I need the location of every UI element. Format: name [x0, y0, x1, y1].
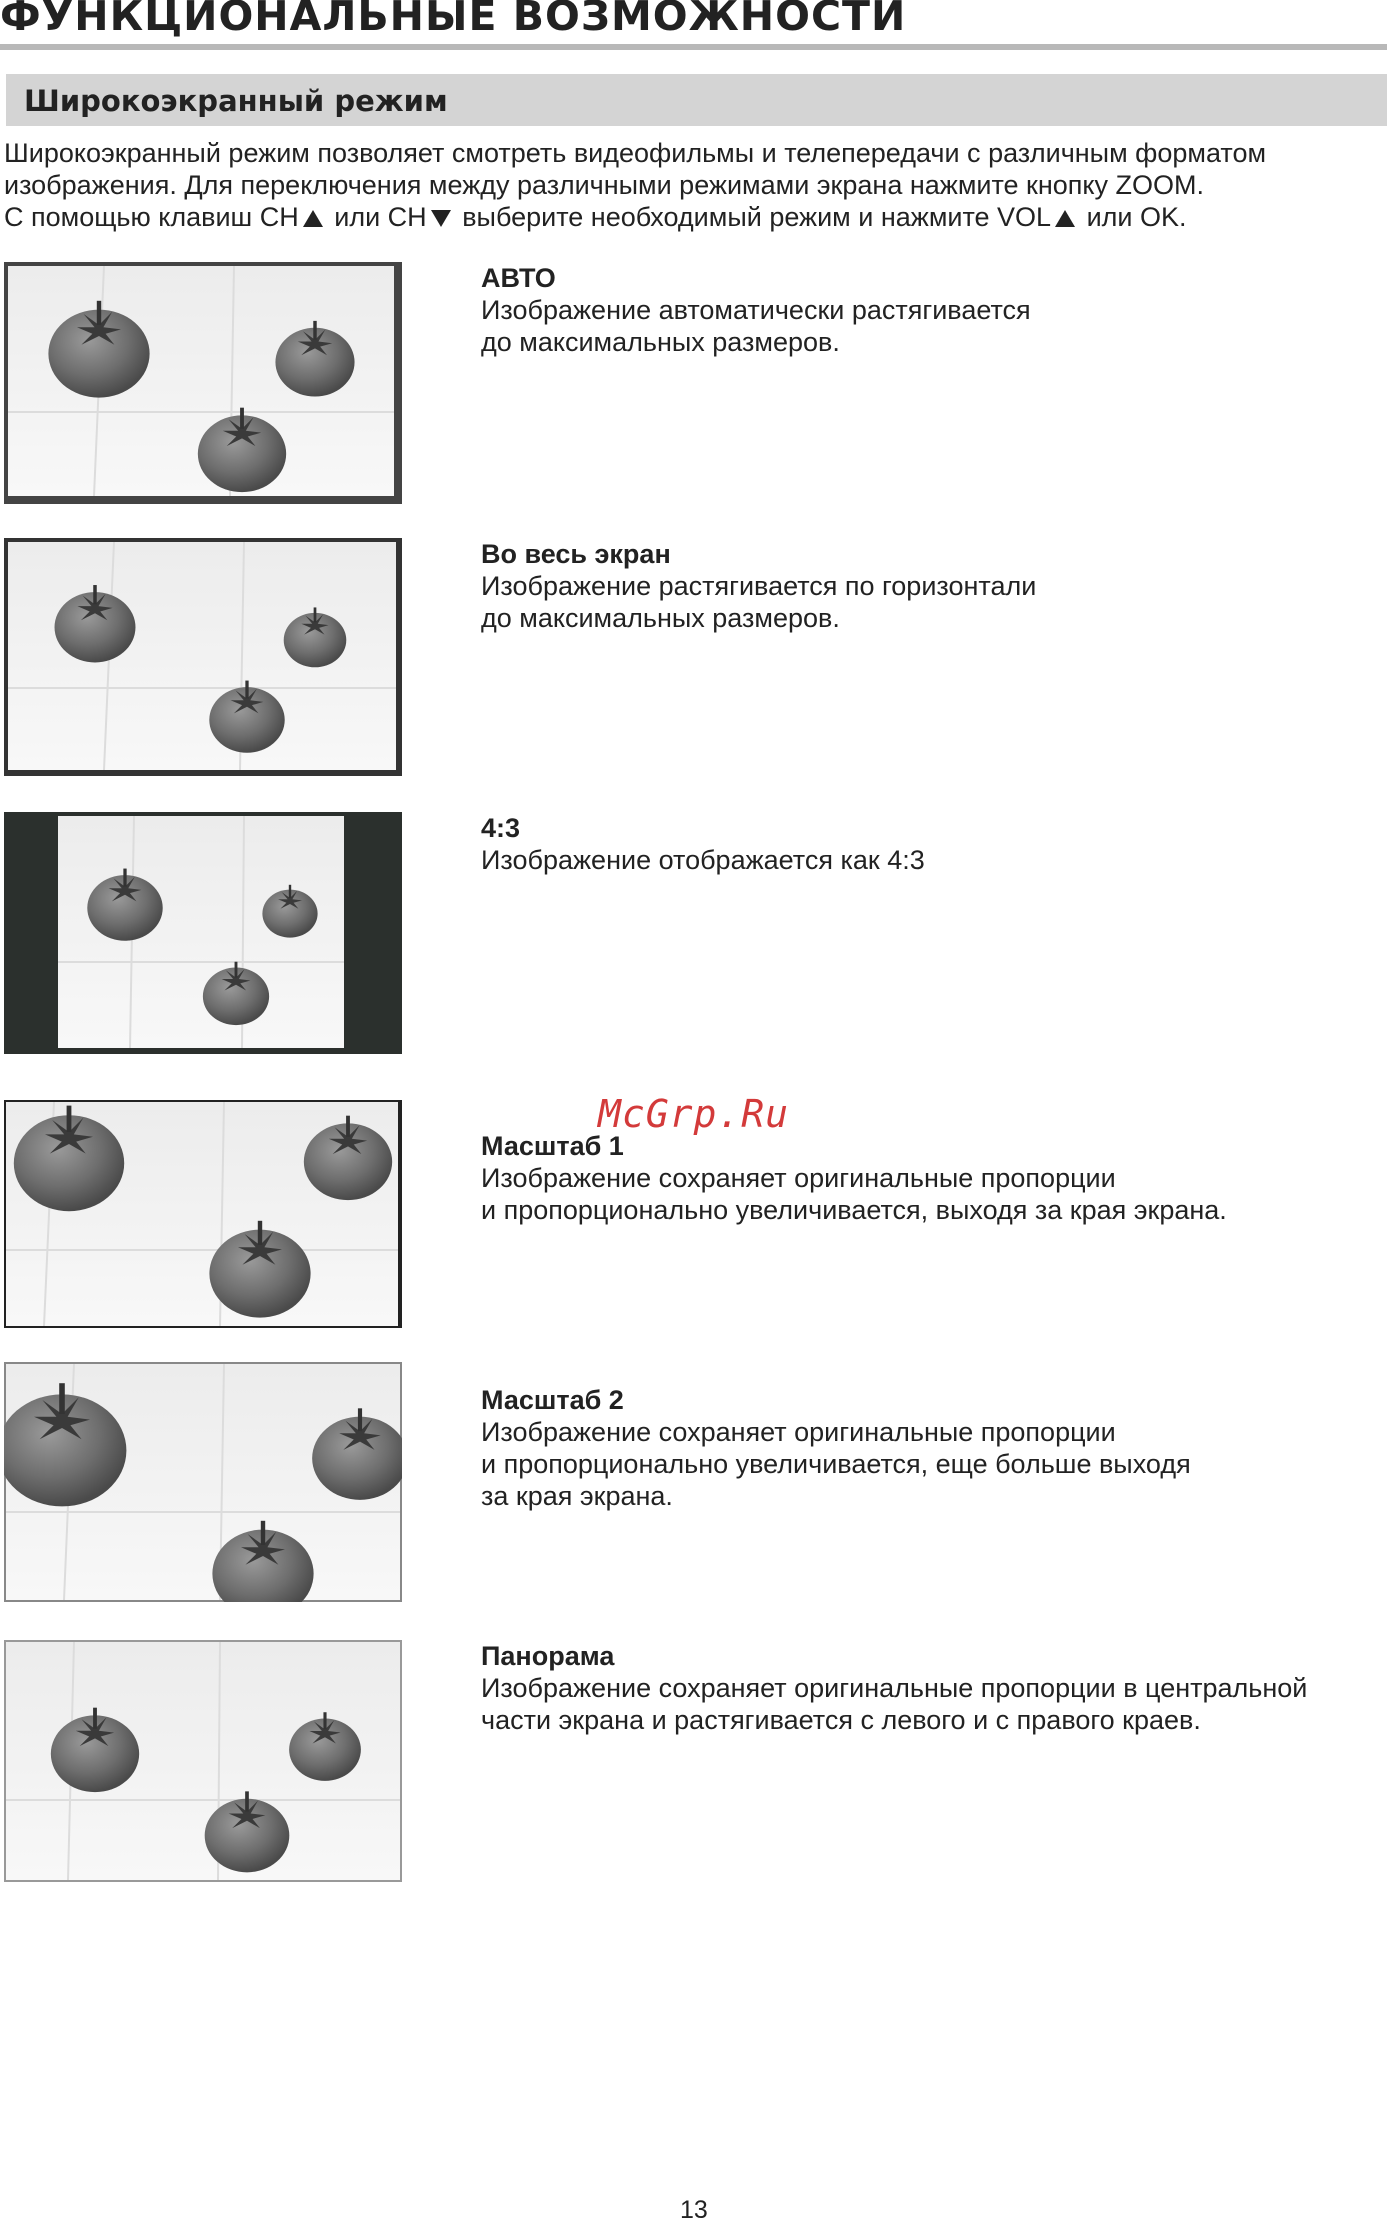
triangle-up-icon — [303, 210, 323, 227]
mode-text: Изображение отображается как 4:3 — [481, 845, 925, 875]
mode-text: и пропорционально увеличивается, выходя за края экрана. — [481, 1195, 1227, 1225]
mode-zoom1-description — [481, 1130, 1227, 1226]
mode-panorama-description — [481, 1640, 1307, 1736]
mode-name: Масштаб 2 — [481, 1385, 624, 1415]
mode-4-3-description — [481, 812, 925, 876]
mode-name: 4:3 — [481, 813, 521, 843]
intro-paragraph — [4, 137, 1374, 233]
mode-text: Изображение сохраняет оригинальные пропорции — [481, 1417, 1116, 1447]
mode-text: Изображение сохраняет оригинальные пропорции — [481, 1163, 1116, 1193]
mode-text: до максимальных размеров. — [481, 603, 840, 633]
mode-text: Изображение сохраняет оригинальные пропорции в центральной — [481, 1673, 1308, 1703]
mode-text: Изображение автоматически растягивается — [481, 295, 1031, 325]
intro-line: С помощью клавиш CH или CH выберите необходимый режим и нажмите VOL или OK. — [4, 202, 1187, 232]
intro-line: Широкоэкранный режим позволяет смотреть видеофильмы и телепередачи с различным форматом — [4, 138, 1267, 168]
mode-zoom2-image — [4, 1362, 402, 1602]
mode-name: Во весь экран — [481, 539, 671, 569]
mode-zoom1-image — [4, 1100, 402, 1328]
page-title: ФУНКЦИОНАЛЬНЫЕ ВОЗМОЖНОСТИ — [0, 0, 907, 40]
mode-name: Панорама — [481, 1641, 615, 1671]
mode-zoom2-description — [481, 1384, 1191, 1512]
mode-text: и пропорционально увеличивается, еще больше выходя — [481, 1449, 1191, 1479]
page-number: 13 — [680, 2196, 708, 2224]
intro-line: изображения. Для переключения между различными режимами экрана нажмите кнопку ZOOM. — [4, 170, 1205, 200]
mode-4-3-image — [4, 812, 402, 1054]
mode-text: до максимальных размеров. — [481, 327, 840, 357]
title-divider — [0, 44, 1387, 50]
triangle-down-icon — [431, 210, 451, 227]
section-title: Широкоэкранный режим — [24, 84, 448, 118]
triangle-up-icon — [1055, 210, 1075, 227]
mode-text: Изображение растягивается по горизонтали — [481, 571, 1037, 601]
section-header — [6, 74, 1387, 126]
mode-text: части экрана и растягивается с левого и с правого краев. — [481, 1705, 1201, 1735]
mode-name: Масштаб 1 — [481, 1131, 624, 1161]
mode-auto-description — [481, 262, 1031, 358]
mode-auto-image — [4, 262, 402, 504]
mode-fullscreen-image — [4, 538, 402, 776]
mode-text: за края экрана. — [481, 1481, 673, 1511]
watermark: McGrp.Ru — [598, 1092, 790, 1136]
mode-name: АВТО — [481, 263, 556, 293]
mode-fullscreen-description — [481, 538, 1036, 634]
mode-panorama-image — [4, 1640, 402, 1882]
